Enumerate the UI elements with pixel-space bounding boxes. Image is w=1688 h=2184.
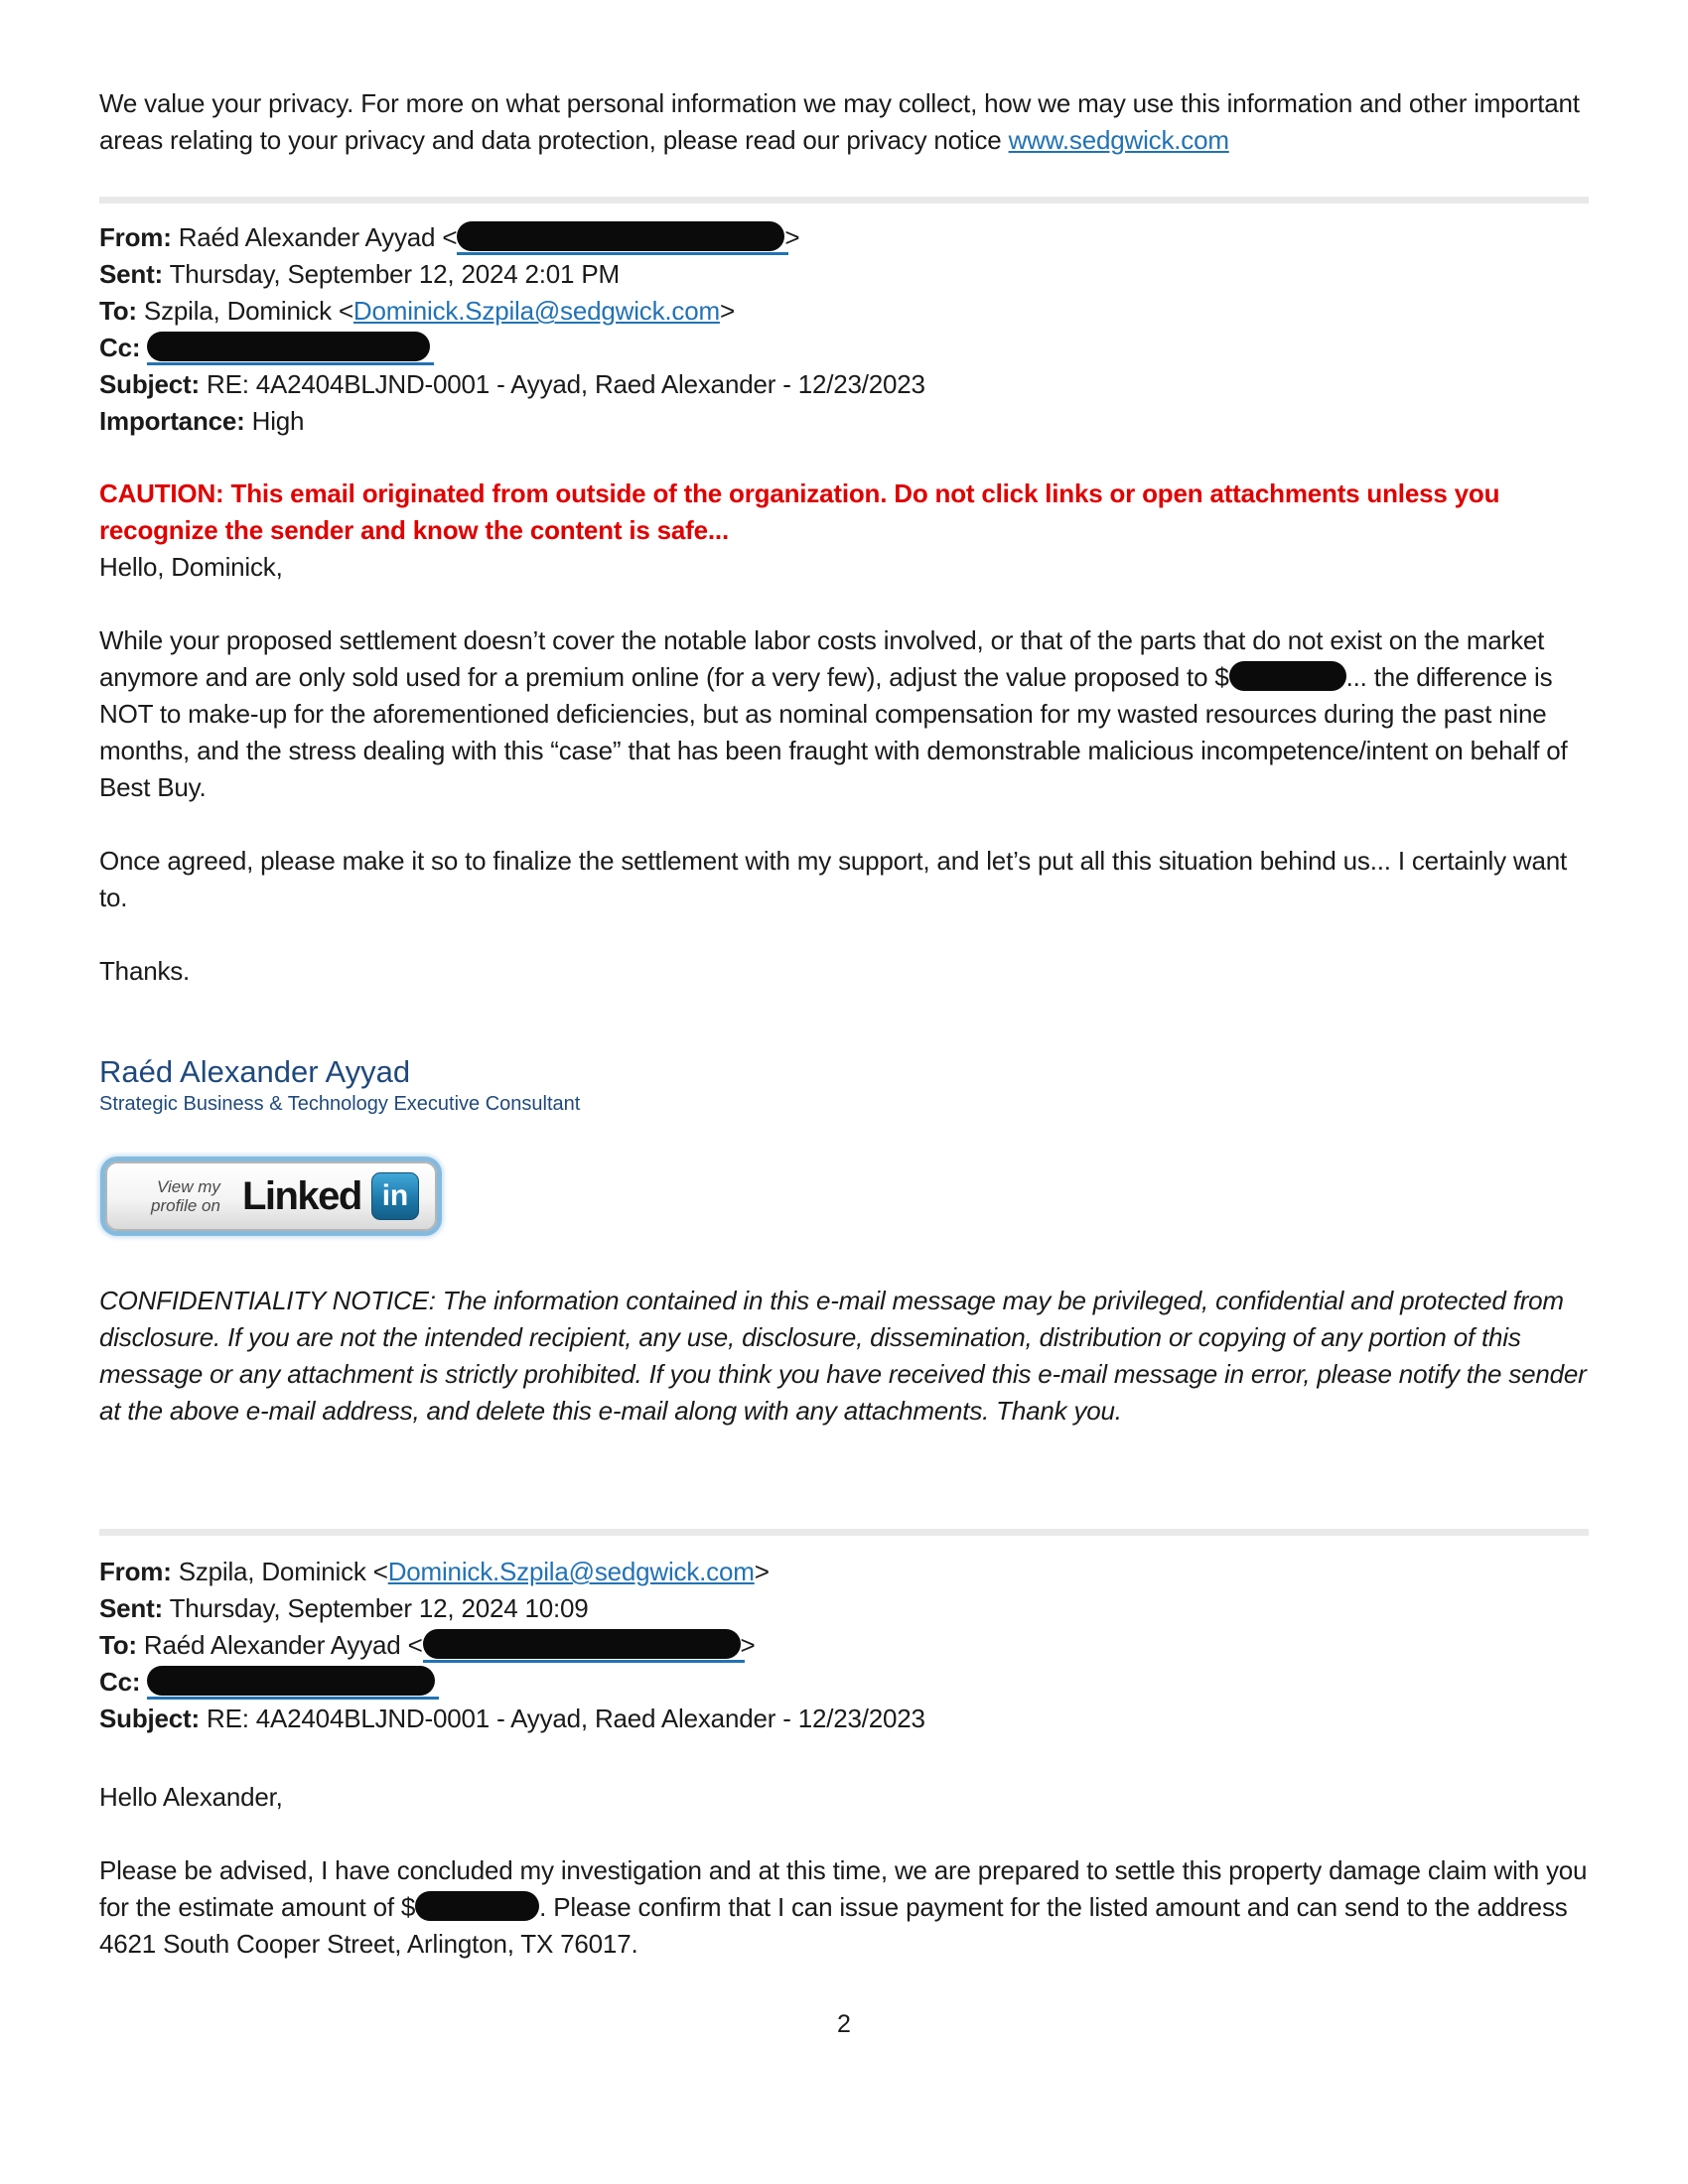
email1-body-paragraph-2: Once agreed, please make it so to finalize the settlement with my support, and let’s put all this situation behind us... I certainly want to. [99, 846, 1568, 912]
sent-value: Thursday, September 12, 2024 10:09 [163, 1593, 589, 1623]
from-label: From: [99, 1557, 172, 1586]
email2-header [99, 1554, 1589, 1737]
body2-after: . Please confirm that I can issue payment for the listed amount and can send to the address 4621 South Cooper Street, Arlington, TX 76017. [99, 1892, 1568, 1959]
from-label: From: [99, 222, 172, 252]
to-label: To: [99, 1630, 137, 1660]
email2-from-row [99, 1554, 1589, 1590]
angle-open: < [442, 222, 458, 252]
space [140, 1667, 147, 1697]
email1-sent-row [99, 256, 1589, 293]
redacted-cc-email [147, 332, 430, 361]
from-name: Raéd Alexander Ayyad [171, 222, 443, 252]
signature-name: Raéd Alexander Ayyad [99, 1054, 411, 1089]
redacted-from-email [457, 221, 784, 251]
email2-cc-row [99, 1664, 1589, 1701]
from-name: Szpila, Dominick [171, 1557, 373, 1586]
linkedin-caption-line2: profile on [151, 1196, 220, 1215]
angle-open: < [338, 296, 353, 326]
sent-value: Thursday, September 12, 2024 2:01 PM [163, 259, 620, 289]
caution-banner: CAUTION: This email originated from outside of the organization. Do not click links or open attachments unless you recognize the sender and know the content is safe... [99, 478, 1500, 545]
redacted-amount [1229, 661, 1346, 691]
sent-label: Sent: [99, 259, 164, 289]
email1-to-row [99, 293, 1589, 330]
sent-label: Sent: [99, 1593, 164, 1623]
redacted-to-email [423, 1629, 741, 1659]
linkedin-badge-caption [151, 1177, 220, 1215]
angle-open: < [407, 1630, 423, 1660]
email1-subject-row [99, 366, 1589, 403]
email1-body-paragraph-1 [99, 622, 1589, 806]
subject-label: Subject: [99, 1704, 200, 1733]
page-number: 2 [837, 2010, 851, 2038]
privacy-notice [99, 85, 1589, 159]
angle-close: > [740, 1630, 756, 1660]
linkedin-logo-icon: in [371, 1172, 419, 1220]
from-email-link[interactable]: Dominick.Szpila@sedgwick.com [387, 1557, 755, 1586]
linkedin-wordmark: Linked [241, 1174, 361, 1218]
angle-close: > [719, 296, 735, 326]
privacy-text: We value your privacy. For more on what personal information we may collect, how we may use this information and other important areas relating to your privacy and data protection, please read our privacy notice [99, 88, 1580, 155]
to-name: Raéd Alexander Ayyad [136, 1630, 408, 1660]
body1-after: ... the difference is NOT to make-up for the aforementioned deficiencies, but as nominal compensation for my wasted resources during the past nine months, and the stress dealing with this “case” that has been fraught with demonstrable malicious incompetence/intent on behalf of Best Buy. [99, 662, 1568, 802]
subject-label: Subject: [99, 369, 200, 399]
email1-from-row [99, 219, 1589, 256]
cc-label: Cc: [99, 1667, 141, 1697]
body2-before: Please be advised, I have concluded my investigation and at this time, we are prepared to settle this property damage claim with you for the estimate amount of $ [99, 1855, 1588, 1922]
signature-title: Strategic Business & Technology Executive Consultant [99, 1093, 581, 1115]
email2-sent-row [99, 1590, 1589, 1627]
subject-value: RE: 4A2404BLJND-0001 - Ayyad, Raed Alexander - 12/23/2023 [199, 369, 925, 399]
subject-value: RE: 4A2404BLJND-0001 - Ayyad, Raed Alexander - 12/23/2023 [199, 1704, 925, 1733]
section-divider [99, 1529, 1589, 1536]
to-label: To: [99, 296, 137, 326]
angle-close: > [784, 222, 800, 252]
linkedin-profile-badge[interactable] [105, 1161, 437, 1231]
space [140, 333, 147, 362]
importance-label: Importance: [99, 406, 245, 436]
privacy-link[interactable]: www.sedgwick.com [1008, 125, 1229, 155]
email1-cc-row [99, 330, 1589, 366]
cc-label: Cc: [99, 333, 141, 362]
importance-value: High [244, 406, 305, 436]
email2-to-row [99, 1627, 1589, 1664]
email1-closing: Thanks. [99, 956, 191, 986]
email1-header [99, 219, 1589, 440]
to-email-link[interactable]: Dominick.Szpila@sedgwick.com [352, 296, 720, 326]
angle-close: > [754, 1557, 770, 1586]
confidentiality-notice: CONFIDENTIALITY NOTICE: The information contained in this e-mail message may be privileged, confidential and protected from disclosure. If you are not the intended recipient, any use, disclosure, dissemination, distribution or copying of any portion of this message or any attachment is strictly prohibited. If you think you have received this e-mail message in error, please notify the sender at the above e-mail address, and delete this e-mail along with any attachments. Thank you. [99, 1286, 1587, 1426]
section-divider [99, 197, 1589, 204]
body1-before: While your proposed settlement doesn’t cover the notable labor costs involved, or that of the parts that do not exist on the market anymore and are only sold used for a premium online (for a very few), adjust the value proposed to $ [99, 625, 1545, 692]
email2-body-paragraph [99, 1852, 1589, 1963]
email2-subject-row [99, 1701, 1589, 1737]
redacted-cc-email [147, 1666, 435, 1696]
email1-importance-row [99, 403, 1589, 440]
linkedin-caption-line1: View my [157, 1177, 220, 1196]
to-name: Szpila, Dominick [136, 296, 339, 326]
redacted-amount [415, 1891, 539, 1921]
angle-open: < [372, 1557, 388, 1586]
email2-greeting: Hello Alexander, [99, 1782, 283, 1812]
email1-greeting: Hello, Dominick, [99, 552, 283, 582]
